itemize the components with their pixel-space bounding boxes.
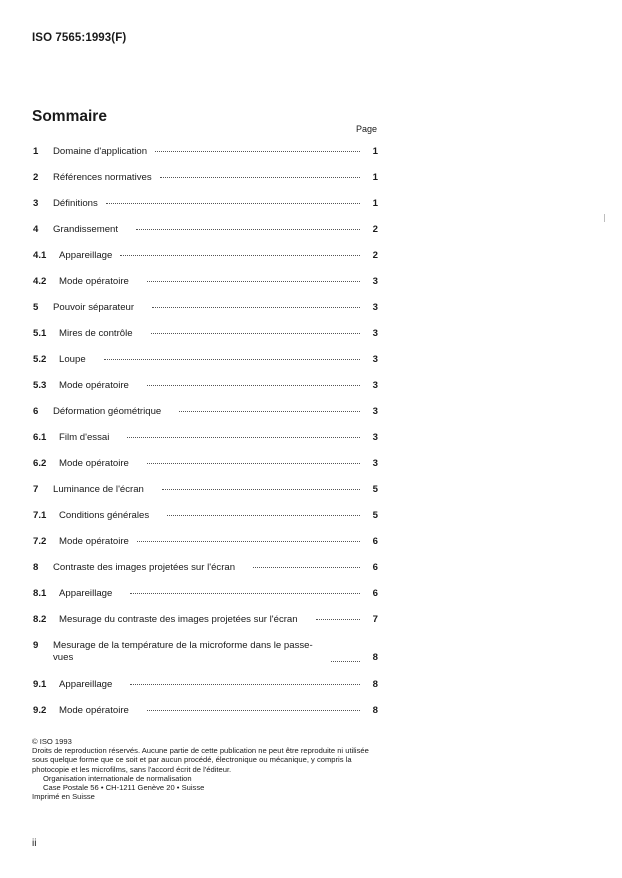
toc-entry-page: 3 <box>372 406 378 417</box>
toc-entry[interactable] <box>33 380 378 392</box>
toc-entry[interactable] <box>33 510 378 522</box>
leader-dots <box>120 254 360 256</box>
toc-entry-page: 3 <box>372 354 378 365</box>
toc-entry-page: 5 <box>372 484 378 495</box>
leader-dots <box>147 384 360 386</box>
toc-entry-label: Film d'essai <box>59 432 110 443</box>
toc-entry[interactable] <box>33 458 378 470</box>
toc-entry-label: Déformation géométrique <box>53 406 162 417</box>
toc-entry-number: 9.1 <box>33 679 47 690</box>
page-column-label: Page <box>356 124 378 134</box>
toc-entry-number: 4.2 <box>33 276 47 287</box>
toc-entry[interactable] <box>33 250 378 262</box>
toc-entry-label: Appareillage <box>59 250 113 261</box>
leader-dots <box>130 683 360 685</box>
copyright-notice <box>32 737 382 801</box>
toc-entry[interactable] <box>33 276 378 288</box>
rights-statement: Droits de reproduction réservés. Aucune partie de cette publication ne peut être reproduite ni utilisée sous quelque forme que ce soit et par aucun procédé, électronique ou mécanique, y compris la photocopie et les microfilms, sans l'accord écrit de l'éditeur. <box>32 746 369 774</box>
toc-entry-page: 2 <box>372 250 378 261</box>
leader-dots <box>162 488 360 490</box>
toc-entry-label: Mode opératoire <box>59 536 129 547</box>
toc-entry-label: Appareillage <box>59 679 113 690</box>
printed-in: Imprimé en Suisse <box>32 792 95 802</box>
toc-entry[interactable] <box>33 588 378 600</box>
toc-entry-label: Mode opératoire <box>59 458 129 469</box>
toc-entry[interactable] <box>33 146 378 158</box>
toc-entry[interactable] <box>33 484 378 496</box>
toc-entry-number: 3 <box>33 198 39 209</box>
toc-entry[interactable] <box>33 614 378 626</box>
toc-entry-label: Luminance de l'écran <box>53 484 144 495</box>
toc-entry-number: 7.2 <box>33 536 47 547</box>
toc-entry-page: 6 <box>372 562 378 573</box>
leader-dots <box>106 202 360 204</box>
leader-dots <box>147 462 360 464</box>
toc-entry-page: 8 <box>372 679 378 690</box>
toc-entry-number: 7.1 <box>33 510 47 521</box>
toc-entry-number: 7 <box>33 484 39 495</box>
toc-entry-label: Mode opératoire <box>59 380 129 391</box>
toc-entry-number: 8.2 <box>33 614 47 625</box>
toc-entry[interactable] <box>33 640 378 664</box>
toc-entry-page: 3 <box>372 432 378 443</box>
leader-dots <box>127 436 360 438</box>
toc-entry-label: Mires de contrôle <box>59 328 133 339</box>
toc-entry[interactable] <box>33 224 378 236</box>
toc-entry-page: 5 <box>372 510 378 521</box>
toc-entry-page: 7 <box>372 614 378 625</box>
leader-dots <box>130 592 360 594</box>
toc-entry[interactable] <box>33 406 378 418</box>
toc-entry[interactable] <box>33 536 378 548</box>
toc-entry[interactable] <box>33 172 378 184</box>
toc-entry-number: 9 <box>33 640 39 651</box>
scan-mark <box>604 214 605 222</box>
toc-entry-number: 8.1 <box>33 588 47 599</box>
toc-entry-label: Définitions <box>53 198 98 209</box>
toc-entry-number: 6 <box>33 406 39 417</box>
toc-entry-number: 5 <box>33 302 39 313</box>
leader-dots <box>155 150 360 152</box>
toc-entry-label: Mesurage de la température de la microforme dans le passe-vues <box>53 640 313 663</box>
organisation-name: Organisation internationale de normalisation <box>43 773 192 783</box>
leader-dots <box>179 410 360 412</box>
toc-entry-page: 1 <box>372 198 378 209</box>
toc-entry[interactable] <box>33 432 378 444</box>
toc-entry[interactable] <box>33 679 378 691</box>
leader-dots <box>136 228 360 230</box>
toc-entry-label: Appareillage <box>59 588 113 599</box>
toc-entry-number: 6.2 <box>33 458 47 469</box>
toc-entry-number: 5.1 <box>33 328 47 339</box>
toc-entry-label: Grandissement <box>53 224 119 235</box>
toc-entry[interactable] <box>33 198 378 210</box>
leader-dots <box>152 306 360 308</box>
page-number: ii <box>32 838 37 849</box>
toc-entry[interactable] <box>33 354 378 366</box>
toc-entry-number: 5.3 <box>33 380 47 391</box>
toc-entry-number: 8 <box>33 562 39 573</box>
toc-entry[interactable] <box>33 302 378 314</box>
toc-entry-page: 6 <box>372 588 378 599</box>
toc-entry-number: 6.1 <box>33 432 47 443</box>
toc-entry-label: Mode opératoire <box>59 276 129 287</box>
leader-dots <box>253 566 360 568</box>
toc-entry-page: 8 <box>372 652 378 663</box>
leader-dots <box>316 618 360 620</box>
toc-entry-page: 3 <box>372 380 378 391</box>
toc-entry-page: 8 <box>372 705 378 716</box>
toc-entry-number: 1 <box>33 146 39 157</box>
page-title: Sommaire <box>32 108 107 125</box>
toc-entry-page: 1 <box>372 146 378 157</box>
toc-entry-label: Références normatives <box>53 172 152 183</box>
toc-entry-label: Loupe <box>59 354 86 365</box>
toc-entry-number: 5.2 <box>33 354 47 365</box>
leader-dots <box>147 280 360 282</box>
postal-address: Case Postale 56 • CH-1211 Genève 20 • Suisse <box>43 783 205 793</box>
leader-dots <box>167 514 360 516</box>
toc-entry-label: Contraste des images projetées sur l'écran <box>53 562 236 573</box>
leader-dots <box>331 660 360 662</box>
toc-entry[interactable] <box>33 328 378 340</box>
toc-entry-label: Domaine d'application <box>53 146 148 157</box>
toc-entry-page: 1 <box>372 172 378 183</box>
toc-entry-number: 2 <box>33 172 39 183</box>
toc-entry-label: Mode opératoire <box>59 705 129 716</box>
toc-entry-page: 3 <box>372 328 378 339</box>
toc-entry-page: 2 <box>372 224 378 235</box>
leader-dots <box>137 540 360 542</box>
document-id: ISO 7565:1993(F) <box>32 32 127 44</box>
leader-dots <box>160 176 360 178</box>
leader-dots <box>147 709 360 711</box>
toc-entry-number: 9.2 <box>33 705 47 716</box>
toc-entry-page: 3 <box>372 276 378 287</box>
toc-entry-page: 6 <box>372 536 378 547</box>
toc-entry[interactable] <box>33 562 378 574</box>
toc-entry-label: Conditions générales <box>59 510 150 521</box>
toc-entry-number: 4.1 <box>33 250 47 261</box>
toc-entry-page: 3 <box>372 302 378 313</box>
leader-dots <box>151 332 360 334</box>
copyright-line: © ISO 1993 <box>32 737 72 746</box>
toc-entry[interactable] <box>33 705 378 717</box>
toc-entry-label: Pouvoir séparateur <box>53 302 135 313</box>
toc-entry-label: Mesurage du contraste des images projetées sur l'écran <box>59 614 298 625</box>
toc-entry-page: 3 <box>372 458 378 469</box>
toc-entry-number: 4 <box>33 224 39 235</box>
leader-dots <box>104 358 360 360</box>
